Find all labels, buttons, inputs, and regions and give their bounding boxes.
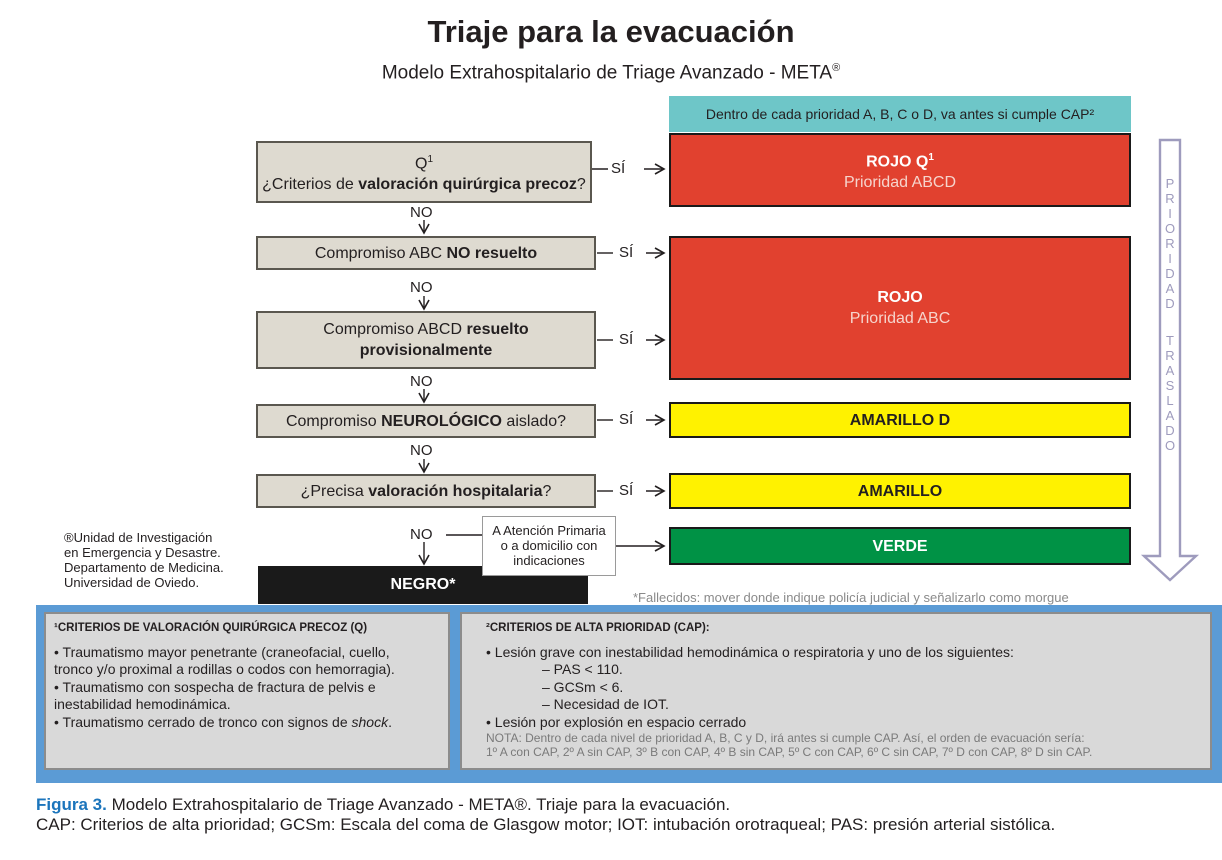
question-abcd-provisional: Compromiso ABCD resuelto provisionalmente xyxy=(256,311,596,369)
question-hospital-assessment: ¿Precisa valoración hospitalaria? xyxy=(256,474,596,508)
outcome-black: NEGRO* xyxy=(258,566,588,604)
outcome-yellow-d: AMARILLO D xyxy=(669,402,1131,438)
no-label-4: NO xyxy=(410,442,433,459)
primary-care-note: A Atención Primaria o a domicilio con indicaciones xyxy=(482,516,616,576)
yes-label-1: SÍ xyxy=(611,160,626,177)
page-subtitle: Modelo Extrahospitalario de Triage Avanzado - META® xyxy=(381,62,841,84)
institution-credit: ®Unidad de Investigación en Emergencia y Desastre. Departamento de Medicina. Universidad de Oviedo. xyxy=(64,530,224,590)
outcome-red-q: ROJO $Q^1$ Prioridad ABCD xyxy=(669,133,1131,207)
no-label-1: NO xyxy=(410,204,433,221)
deceased-note: *Fallecidos: mover donde indique policía judicial y señalizarlo como morgue xyxy=(633,590,1069,605)
criteria-cap-box: ²CRITERIOS DE ALTA PRIORIDAD (CAP): • Lesión grave con inestabilidad hemodinámica o respiratoria y uno de los siguientes: – PAS < 110. – GCSm < 6. – Necesidad de IOT. • Lesión por explosión en espacio cerrado NOTA: Dentro de cada nivel de prioridad A, B, C y D, irá antes si cumple CAP. Así, el orden de evacuación sería: 1º A con CAP, 2º A sin CAP, 3º B con CAP, 4º B sin CAP, 5º C con CAP, 6º C sin CAP, 7º D con CAP, 8º D sin CAP. xyxy=(460,612,1212,770)
no-label-2: NO xyxy=(410,279,433,296)
outcome-red: ROJO Prioridad ABC xyxy=(669,236,1131,380)
figure-caption: Figura 3. Modelo Extrahospitalario de Triage Avanzado - META®. Triaje para la evacuación. CAP: Criterios de alta prioridad; GCSm: Escala del coma de Glasgow motor; IOT: intubación orotraqueal; PAS: presión arterial sistólica. xyxy=(36,795,1056,834)
question-surgical-assessment: $Q^1$ ¿Criterios de valoración quirúrgica precoz? xyxy=(256,141,592,203)
cap-banner: Dentro de cada prioridad A, B, C o D, va antes si cumple CAP² xyxy=(669,96,1131,132)
outcome-green: VERDE xyxy=(669,527,1131,565)
criteria-q-box: ¹CRITERIOS DE VALORACIÓN QUIRÚRGICA PRECOZ (Q) • Traumatismo mayor penetrante (craneofacial, cuello, tronco y/o proximal a rodillas o codos con hemorragia). • Traumatismo con sospecha de fractura de pelvis e inestabilidad hemodinámica. • Traumatismo cerrado de tronco con signos de shock. xyxy=(44,612,450,770)
yes-label-4: SÍ xyxy=(619,411,634,428)
question-abc-unresolved: Compromiso ABC NO resuelto xyxy=(256,236,596,270)
no-label-5: NO xyxy=(410,526,433,543)
no-label-3: NO xyxy=(410,373,433,390)
outcome-yellow: AMARILLO xyxy=(669,473,1131,509)
priority-transfer-label: P R I O R I D A D T R A S L A D O xyxy=(1164,176,1176,453)
question-neurological: Compromiso NEUROLÓGICO aislado? xyxy=(256,404,596,438)
yes-label-3: SÍ xyxy=(619,331,634,348)
yes-label-5: SÍ xyxy=(619,482,634,499)
yes-label-2: SÍ xyxy=(619,244,634,261)
page-title: Triaje para la evacuación xyxy=(427,14,795,49)
